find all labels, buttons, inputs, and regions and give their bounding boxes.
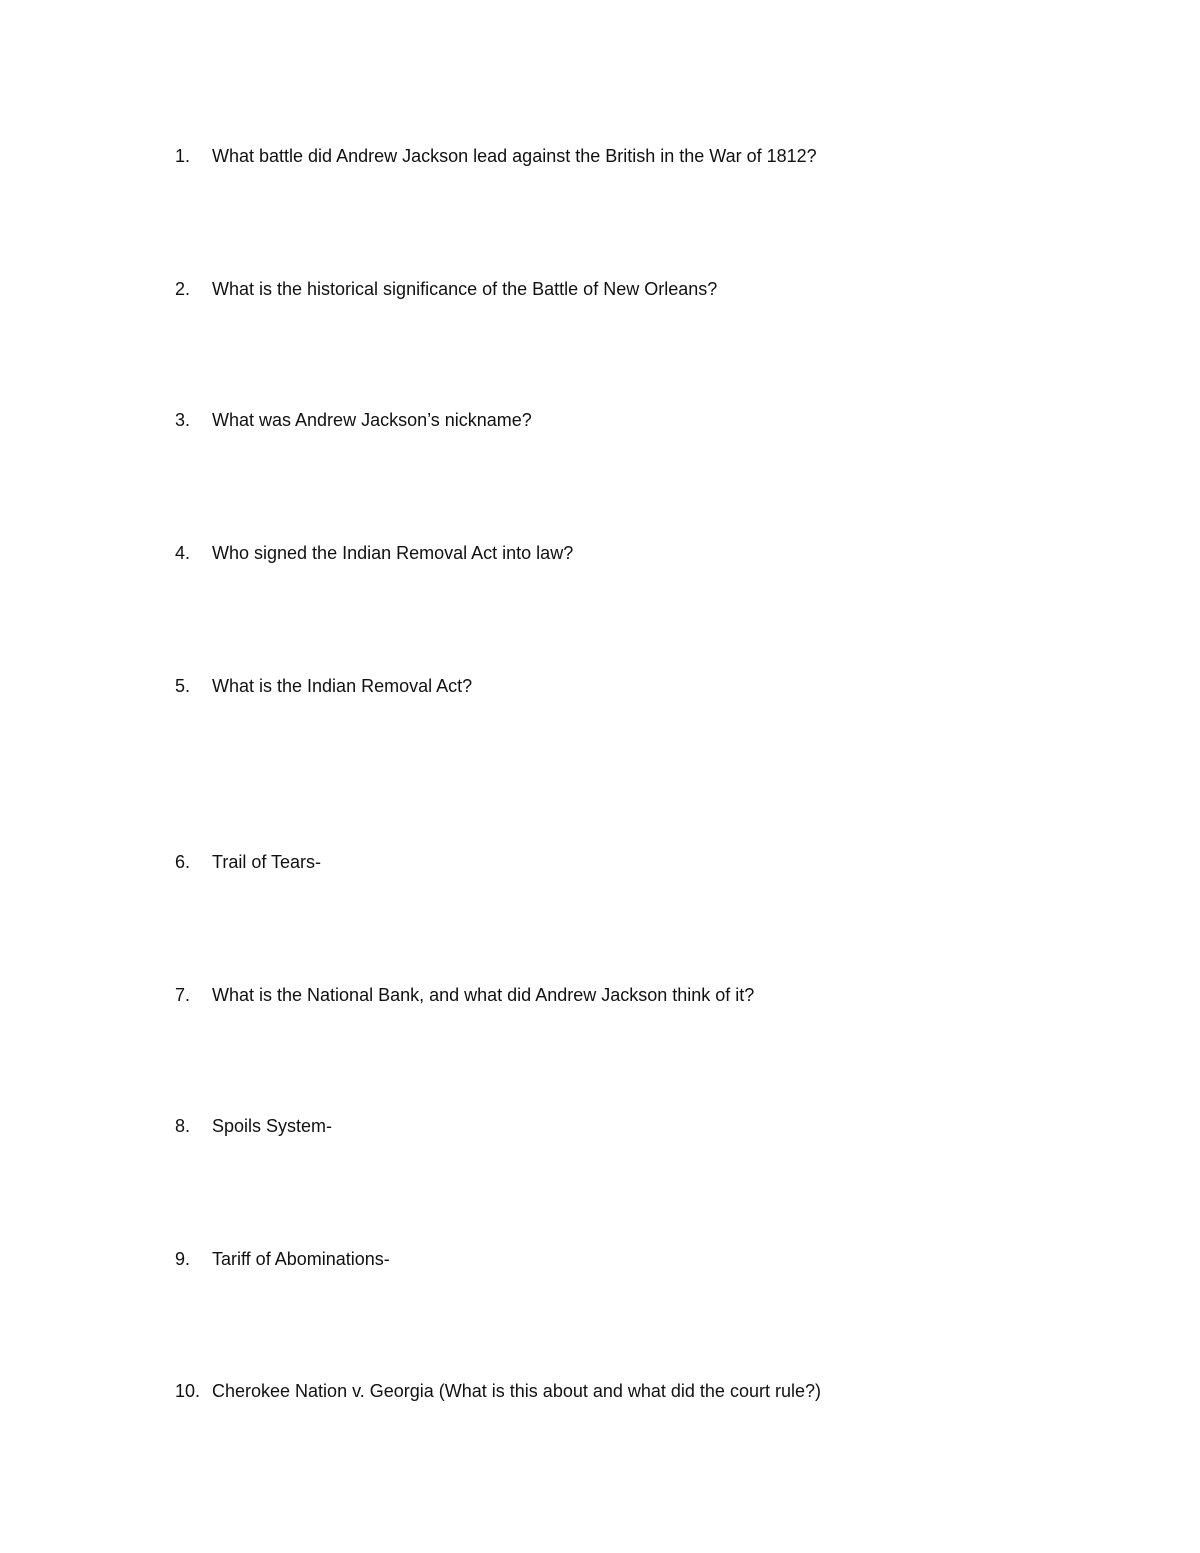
question-2 — [175, 276, 1075, 302]
question-text: Trail of Tears- — [212, 852, 322, 872]
question-1 — [175, 143, 1075, 169]
question-text: Tariff of Abominations- — [212, 1249, 390, 1269]
question-text: What was Andrew Jackson’s nickname? — [212, 410, 532, 430]
question-text: Who signed the Indian Removal Act into law? — [212, 543, 574, 563]
question-text: Spoils System- — [212, 1116, 333, 1136]
question-text: What is the historical significance of the Battle of New Orleans? — [212, 279, 718, 299]
question-6 — [175, 849, 1075, 875]
question-number: 4. — [175, 543, 191, 563]
question-5 — [175, 673, 1075, 699]
question-10 — [175, 1378, 1075, 1404]
question-text: What battle did Andrew Jackson lead against the British in the War of 1812? — [212, 146, 817, 166]
question-text: What is the Indian Removal Act? — [212, 676, 473, 696]
question-3 — [175, 407, 1075, 433]
question-number: 9. — [175, 1249, 191, 1269]
question-number: 5. — [175, 676, 191, 696]
question-number: 1. — [175, 146, 191, 166]
question-7 — [175, 982, 1075, 1008]
question-number: 3. — [175, 410, 191, 430]
question-8 — [175, 1113, 1075, 1139]
question-9 — [175, 1246, 1075, 1272]
question-4 — [175, 540, 1075, 566]
question-number: 8. — [175, 1116, 191, 1136]
question-text: Cherokee Nation v. Georgia (What is this about and what did the court rule?) — [212, 1381, 821, 1401]
question-number: 2. — [175, 279, 191, 299]
question-number: 7. — [175, 985, 191, 1005]
question-number: 10. — [175, 1381, 201, 1401]
question-text: What is the National Bank, and what did Andrew Jackson think of it? — [212, 985, 755, 1005]
question-number: 6. — [175, 852, 191, 872]
